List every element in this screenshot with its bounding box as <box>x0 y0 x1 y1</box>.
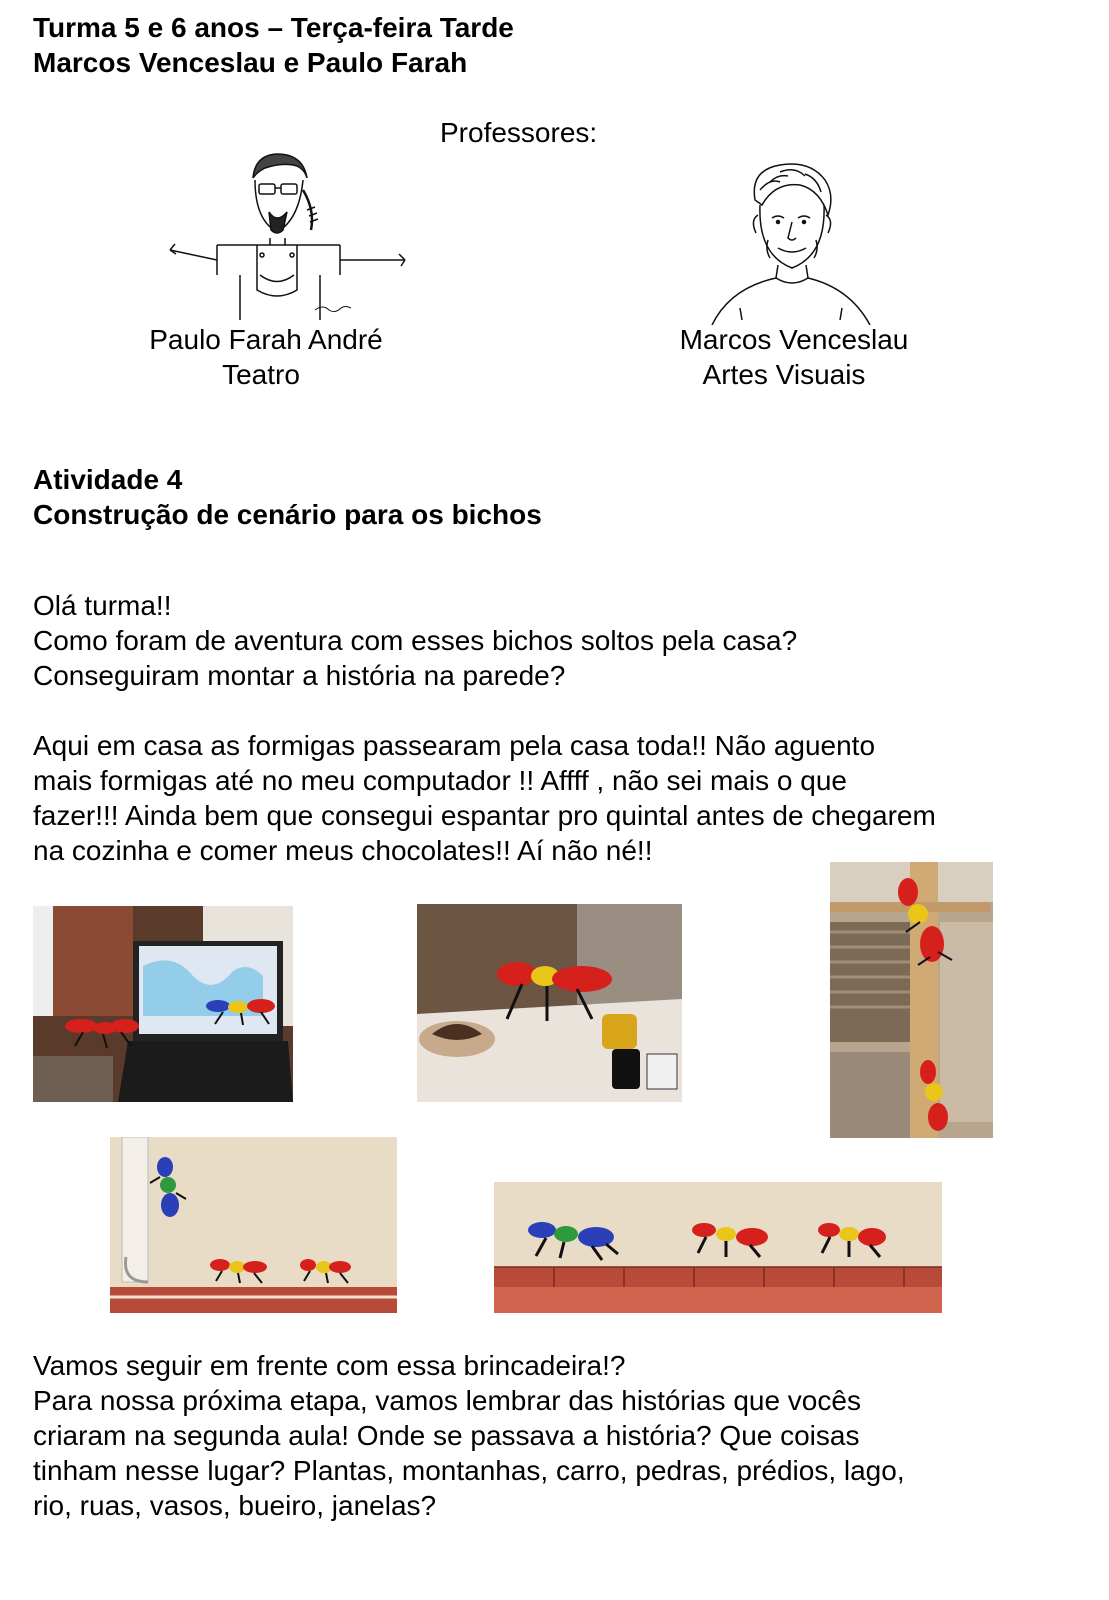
photo-desk-ant <box>417 904 682 1102</box>
intro-line: fazer!!! Ainda bem que consegui espantar pro quintal antes de chegarem <box>33 800 936 831</box>
photo-wall-three-ants <box>494 1182 942 1313</box>
header-line-2: Marcos Venceslau e Paulo Farah <box>33 47 468 78</box>
photo-wall-pipe-ants <box>110 1137 397 1313</box>
intro-line: Aqui em casa as formigas passearam pela casa toda!! Não aguento <box>33 730 876 761</box>
photo-laptop-ants <box>33 906 293 1102</box>
professor-right-name: Marcos Venceslau <box>679 324 909 355</box>
intro-line: Como foram de aventura com esses bichos soltos pela casa? <box>33 625 798 656</box>
intro-line: Conseguiram montar a história na parede? <box>33 660 566 691</box>
activity-title: Atividade 4 <box>33 464 183 495</box>
caricature-paulo <box>165 150 410 325</box>
photo-shelf-ants <box>830 862 993 1138</box>
closing-line: Vamos seguir em frente com essa brincadeira!? <box>33 1350 626 1381</box>
professor-right-subject: Artes Visuais <box>702 359 866 390</box>
intro-line: Olá turma!! <box>33 590 172 621</box>
intro-line: na cozinha e comer meus chocolates!! Aí não né!! <box>33 835 653 866</box>
caricature-marcos <box>700 160 880 325</box>
professor-left-name: Paulo Farah André <box>149 324 383 355</box>
closing-line: tinham nesse lugar? Plantas, montanhas, carro, pedras, prédios, lago, <box>33 1455 905 1486</box>
professor-left-subject: Teatro <box>222 359 300 390</box>
activity-subtitle: Construção de cenário para os bichos <box>33 499 542 530</box>
intro-line: mais formigas até no meu computador !! Affff , não sei mais o que <box>33 765 847 796</box>
closing-line: rio, ruas, vasos, bueiro, janelas? <box>33 1490 437 1521</box>
header-line-1: Turma 5 e 6 anos – Terça-feira Tarde <box>33 12 514 43</box>
closing-line: criaram na segunda aula! Onde se passava a história? Que coisas <box>33 1420 860 1451</box>
closing-line: Para nossa próxima etapa, vamos lembrar das histórias que vocês <box>33 1385 861 1416</box>
professors-label: Professores: <box>440 117 598 148</box>
